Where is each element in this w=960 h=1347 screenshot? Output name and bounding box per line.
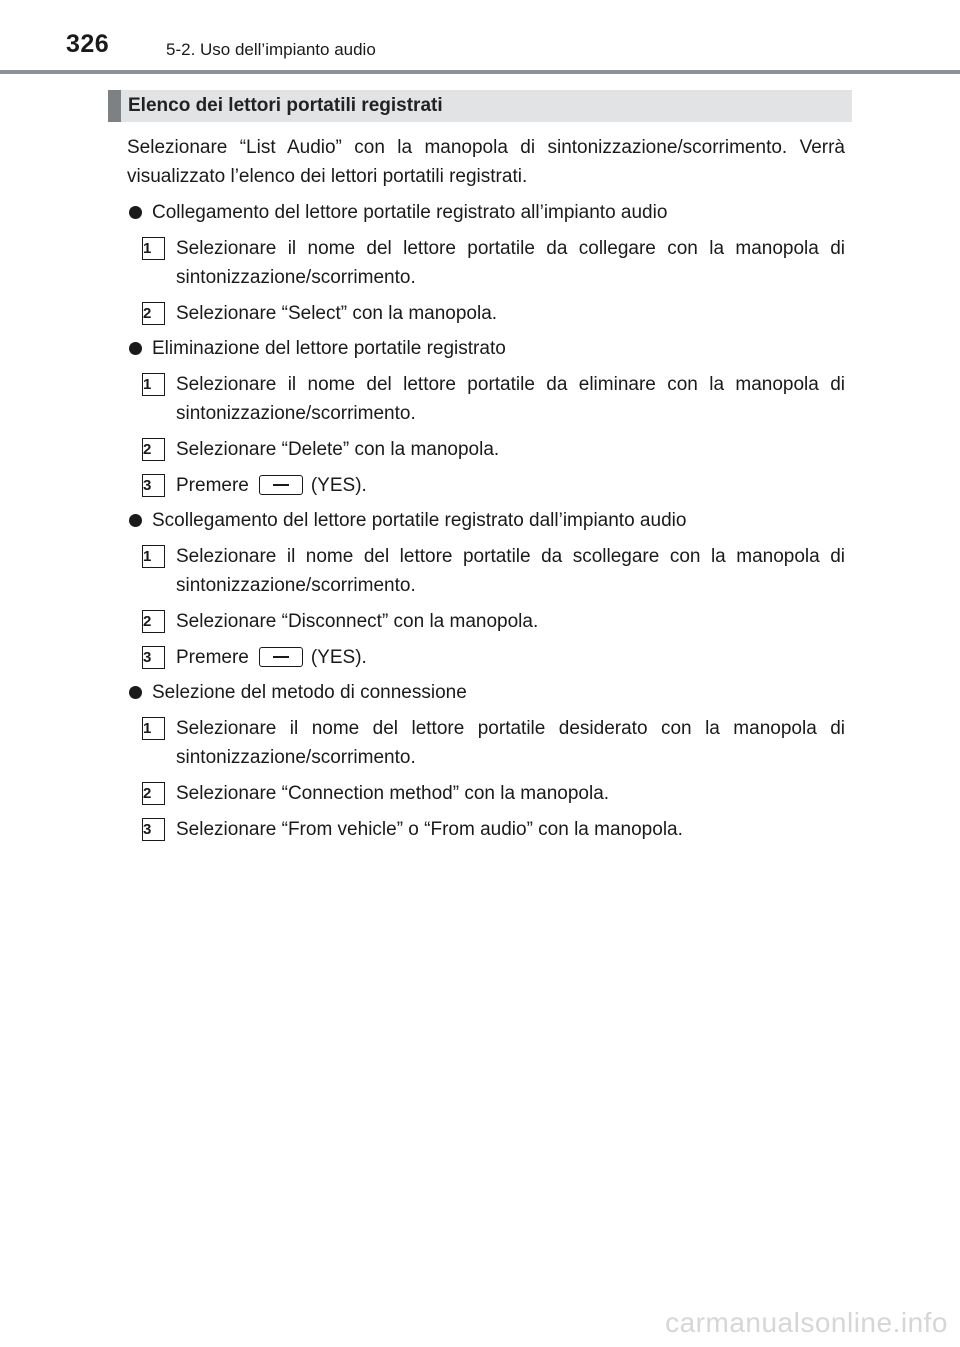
- step-number: 2: [142, 610, 165, 633]
- header-divider: [0, 70, 960, 74]
- procedure-step: [127, 643, 845, 672]
- page-header: [0, 0, 960, 76]
- step-number: 1: [142, 373, 165, 396]
- bullet-dot-icon: [129, 514, 142, 527]
- procedure-title: Scollegamento del lettore portatile registrato dall’impianto audio: [152, 510, 687, 531]
- procedure-step: [127, 370, 845, 428]
- procedure-step: [127, 234, 845, 292]
- step-text: Selezionare il nome del lettore portatile da eliminare con la manopola di sintonizzazione/scorrimento.: [176, 374, 845, 424]
- bullet-dot-icon: [129, 686, 142, 699]
- procedure-step: [127, 435, 845, 464]
- procedure-title: Selezione del metodo di connessione: [152, 682, 467, 703]
- procedure-step: [127, 714, 845, 772]
- bullet-dot-icon: [129, 342, 142, 355]
- yes-button-icon: [259, 475, 303, 495]
- bullet-dot-icon: [129, 206, 142, 219]
- step-text: Selezionare il nome del lettore portatile desiderato con la manopola di sintonizzazione/scorrimento.: [176, 718, 845, 768]
- section-reference: 5-2. Uso dell’impianto audio: [166, 40, 376, 59]
- procedure-step: [127, 471, 845, 500]
- section-title: Elenco dei lettori portatili registrati: [128, 95, 443, 116]
- step-number: 1: [142, 717, 165, 740]
- step-text: Selezionare “From vehicle” o “From audio” con la manopola.: [176, 819, 683, 840]
- step-number: 3: [142, 474, 165, 497]
- step-text: Selezionare il nome del lettore portatile da collegare con la manopola di sintonizzazione/scorrimento.: [176, 238, 845, 288]
- procedure-heading: [127, 678, 845, 707]
- step-suffix: (YES).: [310, 647, 367, 668]
- step-prefix: Premere: [176, 475, 249, 496]
- step-number: 1: [142, 545, 165, 568]
- watermark: carmanualsonline.info: [665, 1307, 948, 1338]
- intro-paragraph: Selezionare “List Audio” con la manopola di sintonizzazione/scorrimento. Verrà visualizzato l’elenco dei lettori portatili registrati.: [127, 137, 845, 187]
- procedure-step: [127, 299, 845, 328]
- step-text: Selezionare “Disconnect” con la manopola.: [176, 611, 539, 632]
- step-text: Selezionare “Select” con la manopola.: [176, 303, 498, 324]
- step-number: 3: [142, 818, 165, 841]
- procedure-step: [127, 542, 845, 600]
- procedure-heading: [127, 334, 845, 363]
- procedure-title: Collegamento del lettore portatile registrato all’impianto audio: [152, 202, 668, 223]
- step-text: Selezionare “Delete” con la manopola.: [176, 439, 500, 460]
- procedure-step: [127, 815, 845, 844]
- page-number: 326: [66, 30, 110, 58]
- step-text: Selezionare “Connection method” con la manopola.: [176, 783, 610, 804]
- step-number: 2: [142, 302, 165, 325]
- procedure-heading: [127, 198, 845, 227]
- step-suffix: (YES).: [310, 475, 367, 496]
- yes-button-icon: [259, 647, 303, 667]
- procedure-step: [127, 607, 845, 636]
- step-number: 3: [142, 646, 165, 669]
- procedure-step: [127, 779, 845, 808]
- content-body: [127, 133, 845, 844]
- step-number: 1: [142, 237, 165, 260]
- section-title-bar: [108, 90, 852, 122]
- step-number: 2: [142, 782, 165, 805]
- step-text: Selezionare il nome del lettore portatile da scollegare con la manopola di sintonizzazione/scorrimento.: [176, 546, 845, 596]
- step-prefix: Premere: [176, 647, 249, 668]
- procedure-heading: [127, 506, 845, 535]
- section-title-accent: [108, 90, 121, 122]
- procedure-title: Eliminazione del lettore portatile registrato: [152, 338, 506, 359]
- step-number: 2: [142, 438, 165, 461]
